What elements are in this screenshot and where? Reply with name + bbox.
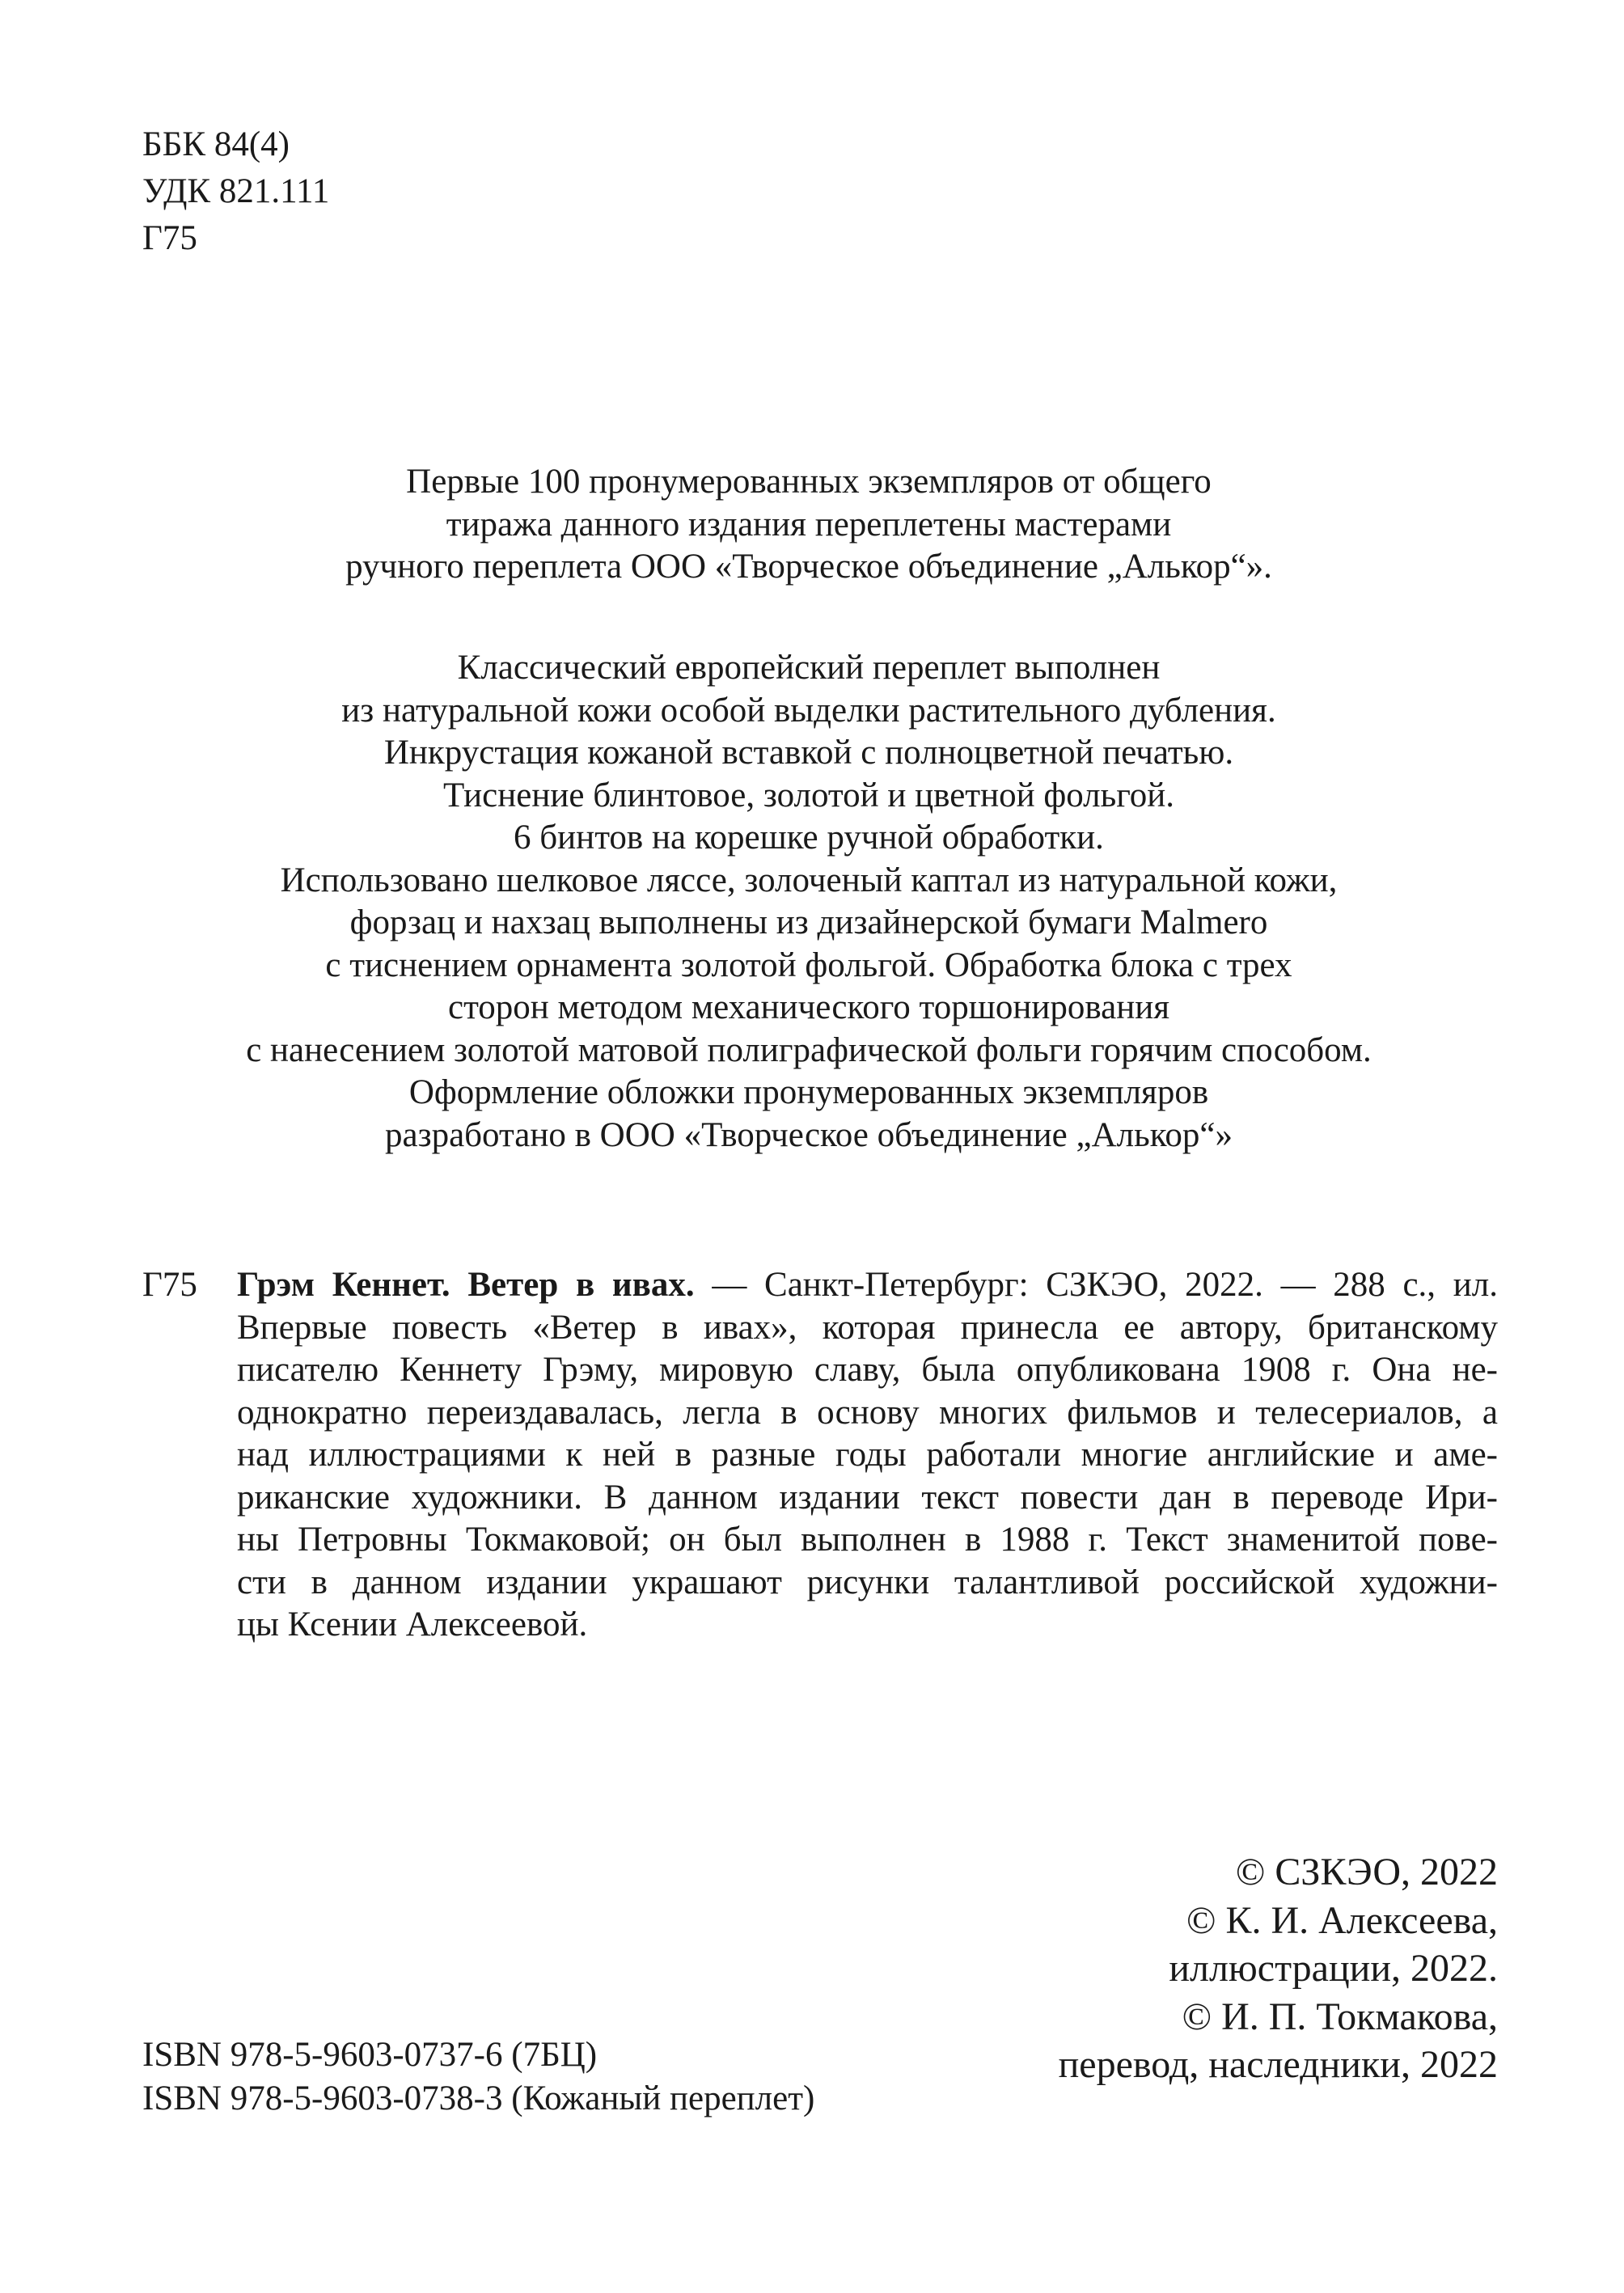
annotation-line: сти в данном издании украшают рисунки талантливой российской художни- bbox=[237, 1563, 1498, 1601]
annotation-body bbox=[237, 1264, 1498, 1647]
binding-line: Классический европейский переплет выполнен bbox=[457, 649, 1161, 687]
binding-line: тиража данного издания переплетены мастерами bbox=[446, 505, 1172, 544]
bibliographic-record bbox=[237, 1264, 1498, 1307]
bbk-code: ББК 84(4) bbox=[142, 125, 290, 163]
copyright-line: © К. И. Алексеева, bbox=[1186, 1898, 1498, 1942]
binding-line: Использовано шелковое ляссе, золоченый каптал из натуральной кожи, bbox=[280, 861, 1338, 899]
copyright-line: © И. П. Токмакова, bbox=[1182, 1995, 1498, 2038]
annotation-line: писателю Кеннету Грэму, мировую славу, была опубликована 1908 г. Она не- bbox=[237, 1351, 1498, 1389]
annotation-line: однократно переиздавалась, легла в основу многих фильмов и телесериалов, а bbox=[237, 1393, 1498, 1432]
annotation-line: цы Ксении Алексеевой. bbox=[237, 1606, 588, 1644]
isbn-block bbox=[142, 2033, 814, 2121]
book-imprint: — Санкт-Петербург: СЗКЭО, 2022. — 288 с., ил. bbox=[694, 1266, 1498, 1304]
binding-note-paragraph-1 bbox=[121, 461, 1496, 589]
author-mark: Г75 bbox=[142, 219, 197, 257]
annotation-line: над иллюстрациями к ней в разные годы работали многие английские и аме- bbox=[237, 1436, 1498, 1474]
binding-note-paragraph-2 bbox=[121, 647, 1496, 1157]
annotation-line: ны Петровны Токмаковой; он был выполнен в 1988 г. Текст знаменитой пове- bbox=[237, 1521, 1498, 1559]
binding-line: Тиснение блинтовое, золотой и цветной фольгой. bbox=[442, 776, 1175, 814]
binding-line: разработано в ООО «Творческое объединение „Алькор“» bbox=[385, 1115, 1233, 1154]
binding-line: из натуральной кожи особой выделки растительного дубления. bbox=[341, 691, 1276, 730]
classification-codes bbox=[142, 121, 329, 262]
binding-line: Первые 100 пронумерованных экземпляров от общего bbox=[406, 463, 1212, 501]
binding-line: сторон методом механического торшонирования bbox=[447, 988, 1170, 1026]
annotation-line: Впервые повесть «Ветер в ивах», которая принесла ее автору, британскому bbox=[237, 1308, 1498, 1347]
copyright-line: иллюстрации, 2022. bbox=[1169, 1947, 1498, 1990]
annotation-code: Г75 bbox=[142, 1266, 197, 1304]
binding-line: форзац и нахзац выполнены из дизайнерской бумаги Malmero bbox=[349, 903, 1268, 941]
copyright-line: © СЗКЭО, 2022 bbox=[1235, 1851, 1498, 1893]
binding-line: с нанесением золотой матовой полиграфической фольги горячим способом. bbox=[246, 1030, 1372, 1069]
copyright-line: перевод, наследники, 2022 bbox=[1058, 2043, 1498, 2086]
udk-code: УДК 821.111 bbox=[142, 172, 330, 210]
binding-line: ручного переплета ООО «Творческое объединение „Алькор“». bbox=[345, 548, 1272, 586]
annotation-line: риканские художники. В данном издании текст повести дан в переводе Ири- bbox=[237, 1478, 1498, 1517]
isbn-line: ISBN 978-5-9603-0737-6 (7БЦ) bbox=[142, 2036, 598, 2074]
book-title: Грэм Кеннет. Ветер в ивах. bbox=[237, 1266, 695, 1304]
binding-line: с тиснением орнамента золотой фольгой. Обработка блока с трех bbox=[325, 946, 1292, 984]
binding-line: Оформление обложки пронумерованных экземпляров bbox=[408, 1073, 1209, 1111]
binding-line: 6 бинтов на корешке ручной обработки. bbox=[514, 819, 1104, 857]
binding-line: Инкрустация кожаной вставкой с полноцветной печатью. bbox=[383, 734, 1234, 772]
copyright-block bbox=[1059, 1848, 1498, 2089]
isbn-line: ISBN 978-5-9603-0738-3 (Кожаный переплет) bbox=[142, 2079, 815, 2117]
